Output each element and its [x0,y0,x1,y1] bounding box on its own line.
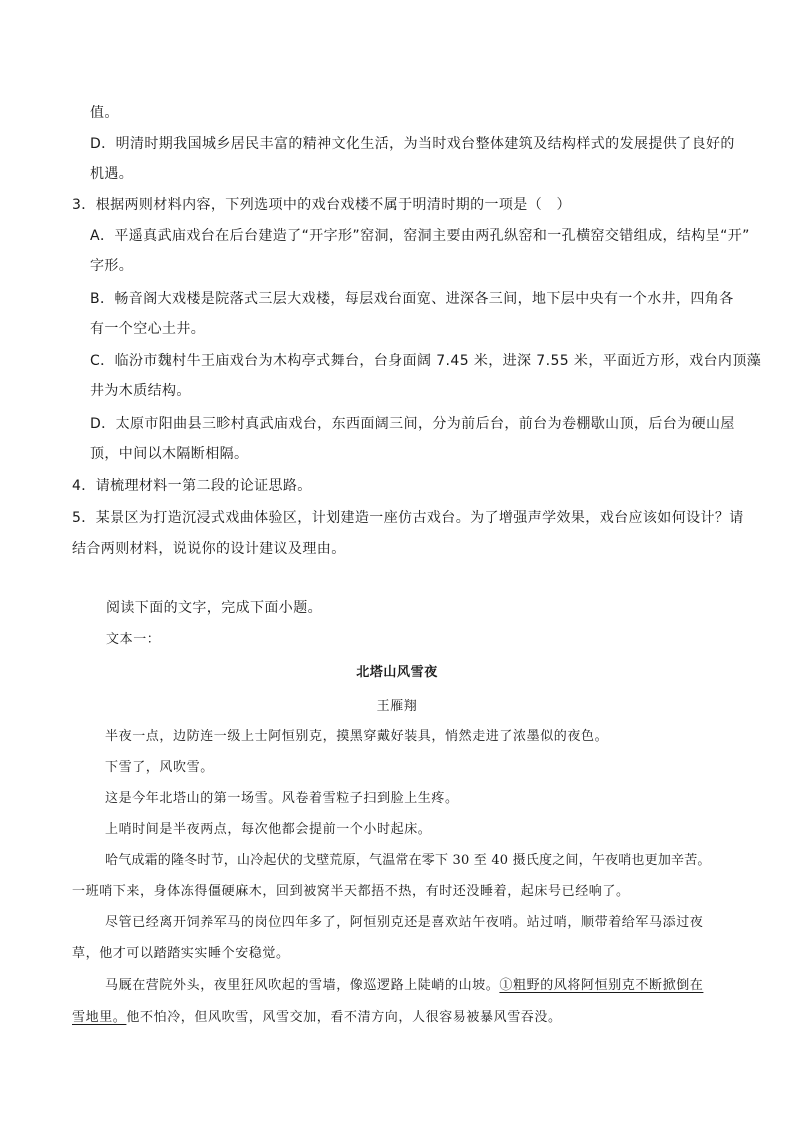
question-5-line2: 结合两则材料，说说你的设计建议及理由。 [72,541,346,557]
underlined-sentence-1-part1: ①粗野的风将阿恒别克不断掀倒在 [499,978,704,993]
q3-option-d-line1: D．太原市阳曲县三畛村真武庙戏台，东西面阔三间，分为前后台，前台为卷棚歇山顶，后台为硬山屋 [90,416,735,432]
question-3-stem: 3．根据两则材料内容，下列选项中的戏台戏楼不属于明清时期的一项是（ ） [72,197,571,213]
paragraph-1: 半夜一点，边防连一级上士阿恒别克，摸黑穿戴好装具，悄然走进了浓墨似的夜色。 [105,729,609,744]
paragraph-7-text: 马厩在营院外头，夜里狂风吹起的雪墙，像巡逻路上陡峭的山坡。 [105,978,500,993]
article-title: 北塔山风雪夜 [356,665,438,680]
q3-option-b-line1: B．畅音阁大戏楼是院落式三层大戏楼，每层戏台面宽、进深各三间，地下层中央有一个水井，四角各 [90,291,734,307]
q3-option-c-line1: C．临汾市魏村牛王庙戏台为木构亭式舞台，台身面阔 7.45 米，进深 7.55 米，平面近方形，戏台内顶藻 [90,353,762,369]
option-d-line2: 机遇。 [90,166,134,182]
paragraph-2: 下雪了，风吹雪。 [105,760,214,775]
q3-option-c-line2: 井为木质结构。 [90,383,191,399]
option-tail: 值。 [90,105,119,121]
text-label: 文本一： [106,632,161,647]
q3-option-b-line2: 有一个空心土井。 [90,321,206,337]
underlined-sentence-1-part2: 雪地里。 [72,1010,127,1025]
option-d-line1: D．明清时期我国城乡居民丰富的精神文化生活，为当时戏台整体建筑及结构样式的发展提供了良好的 [90,136,735,152]
paragraph-3: 这是今年北塔山的第一场雪。风卷着雪粒子扫到脸上生疼。 [105,791,459,806]
reading-instruction: 阅读下面的文字，完成下面小题。 [106,600,322,616]
q3-option-a-line1: A．平遥真武庙戏台在后台建造了“开字形”窑洞，窑洞主要由两孔纵窑和一孔横窑交错组成，结构呈“开” [90,228,750,244]
question-4: 4．请梳理材料一第二段的论证思路。 [72,478,312,494]
paragraph-4: 上哨时间是半夜两点，每次他都会提前一个小时起床。 [105,822,432,837]
paragraph-5-line1: 哈气成霜的隆冬时节，山冷起伏的戈壁荒原，气温常在零下 30 至 40 摄氏度之间，午夜哨也更加辛苦。 [105,853,711,868]
q3-option-d-line2: 顶，中间以木隔断相隔。 [90,446,249,462]
paragraph-5-line2: 一班哨下来，身体冻得僵硬麻木，回到被窝半天都捂不热，有时还没睡着，起床号已经响了。 [72,884,630,899]
article-author: 王雁翔 [376,699,418,714]
paragraph-7-text-cont: 他不怕冷，但风吹雪，风雪交加，看不清方向，人很容易被暴风雪吞没。 [126,1010,562,1025]
q3-option-a-line2: 字形。 [90,258,134,274]
paragraph-7-line1 [105,976,703,996]
question-5-line1: 5．某景区为打造沉浸式戏曲体验区，计划建造一座仿古戏台。为了增强声学效果，戏台应该如何设计？请 [72,510,744,526]
paragraph-6-line2: 草，他才可以踏踏实实睡个安稳觉。 [72,946,290,961]
paragraph-6-line1: 尽管已经离开饲养军马的岗位四年多了，阿恒别克还是喜欢站午夜哨。站过哨，顺带着给军马添过夜 [105,915,704,930]
paragraph-7-line2 [72,1008,562,1028]
